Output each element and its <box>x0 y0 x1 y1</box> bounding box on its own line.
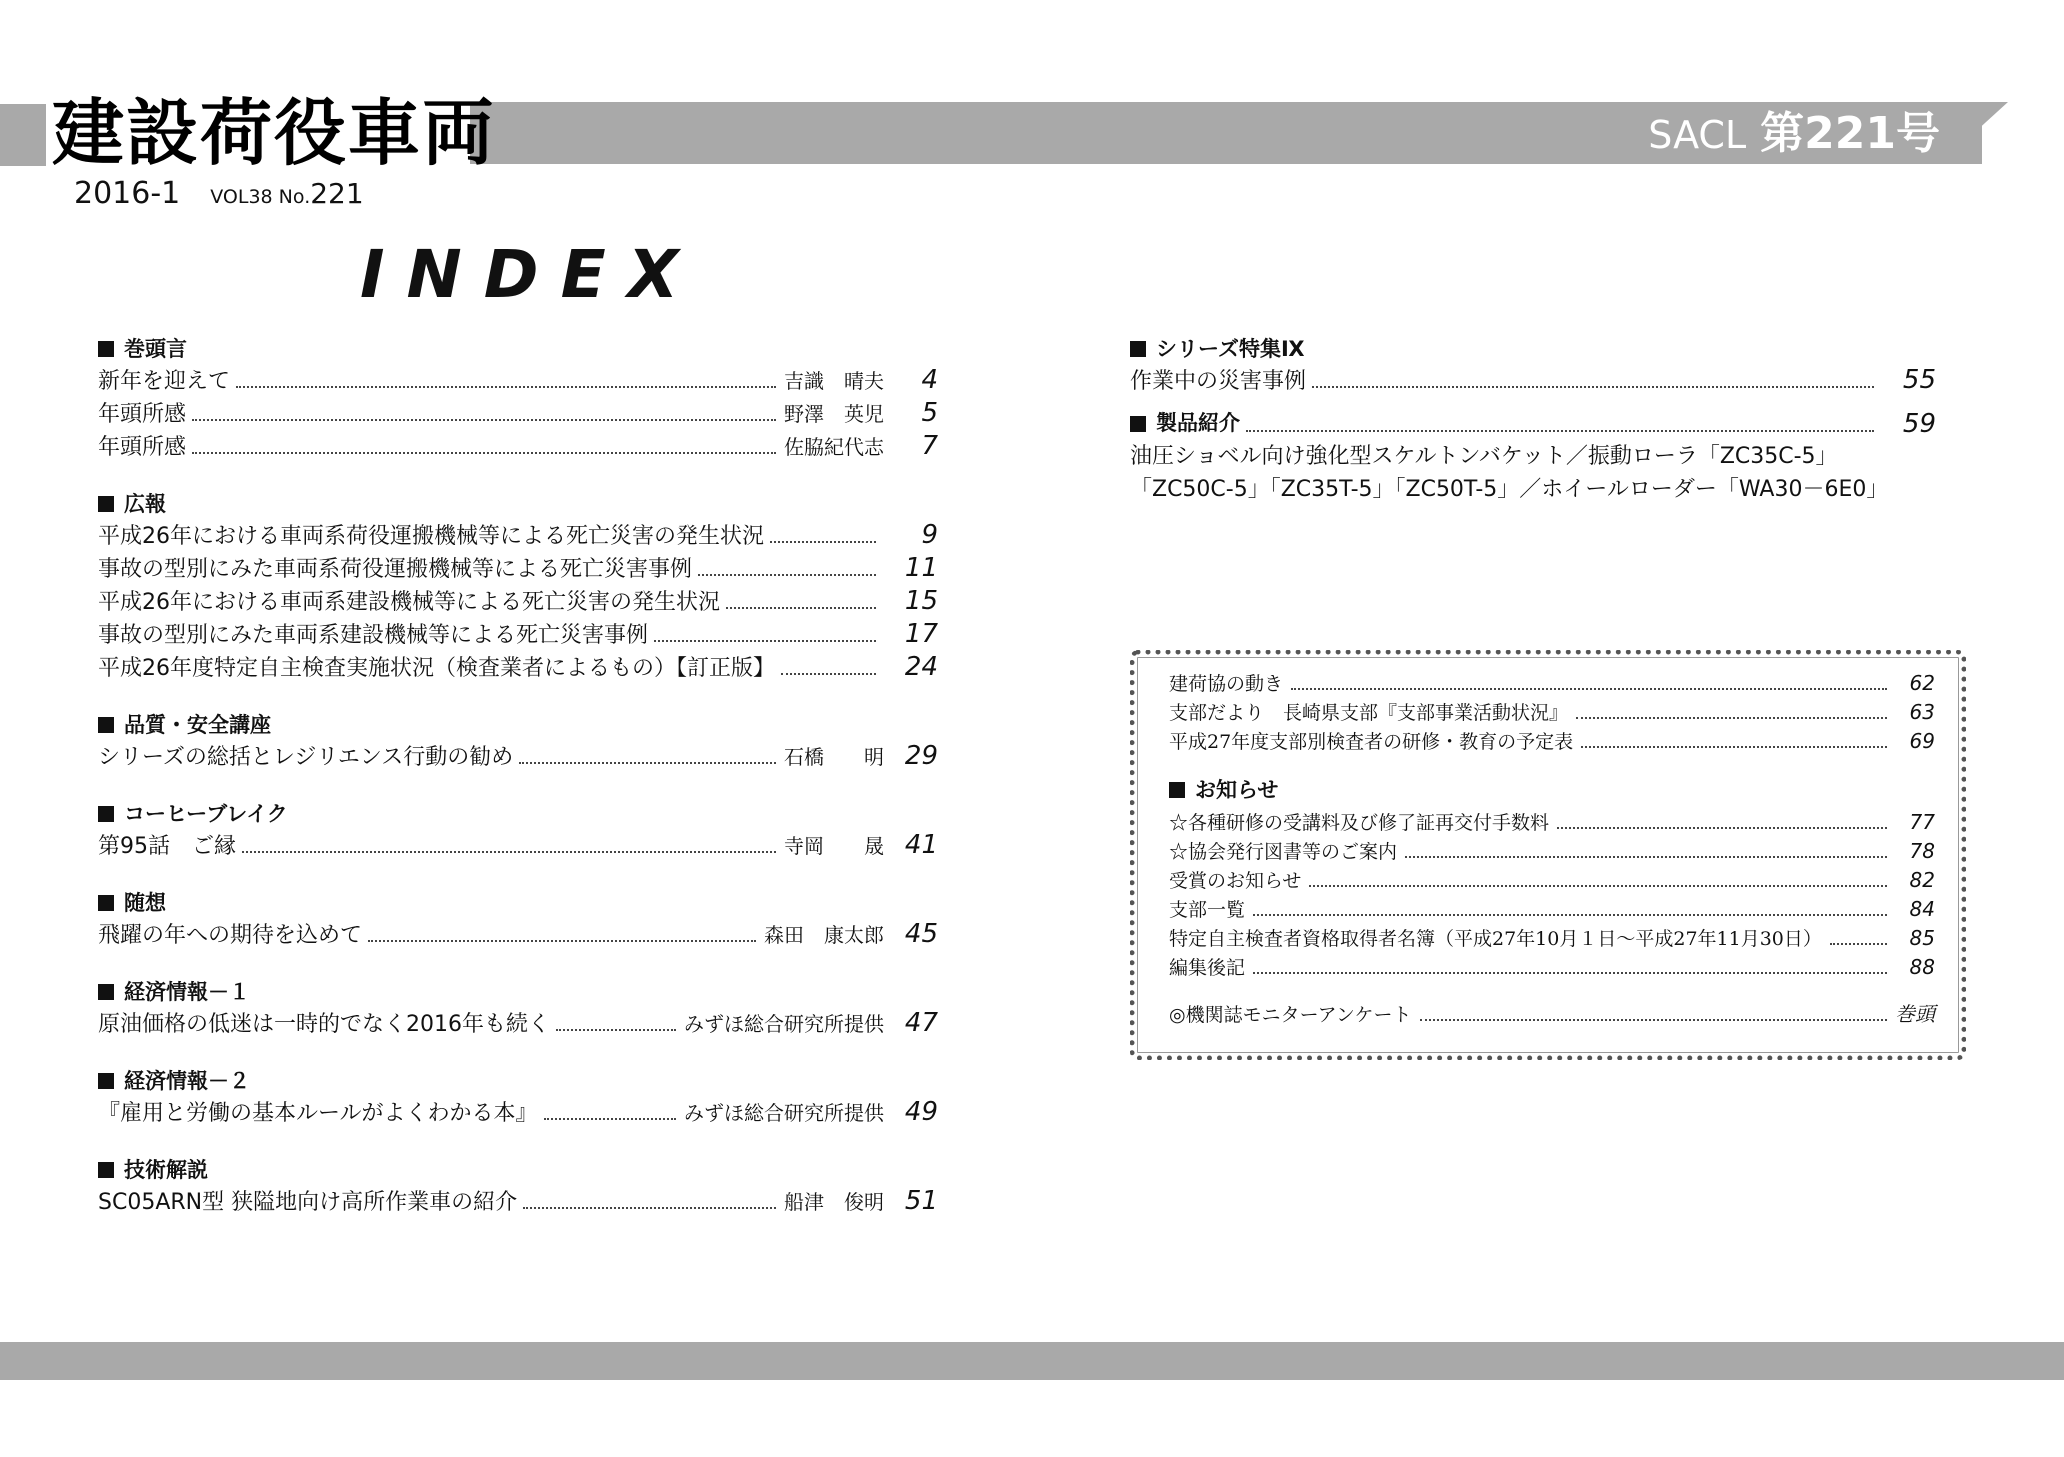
leader-dots <box>1405 856 1887 858</box>
toc-entry[interactable] <box>98 364 938 397</box>
square-bullet-icon <box>98 806 114 822</box>
leader-dots <box>1253 972 1887 974</box>
toc-entry-page: 7 <box>921 431 938 461</box>
toc-entry-page: 49 <box>904 1097 938 1127</box>
square-bullet-icon <box>98 984 114 1000</box>
issue-date: 2016-1 <box>74 176 181 211</box>
toc-entry-author: 船津 俊明 <box>784 1190 884 1214</box>
square-bullet-icon <box>1130 341 1146 357</box>
section-heading <box>98 1066 938 1096</box>
section-gap <box>98 463 938 489</box>
leader-dots <box>1309 885 1887 887</box>
magazine-title: 建設荷役車両 <box>52 91 497 175</box>
section-heading-text: 経済情報－１ <box>124 980 250 1004</box>
toc-entry-author: 佐脇紀代志 <box>784 435 884 459</box>
toc-entry-page: 29 <box>904 741 938 771</box>
box-entry-page: 82 <box>1909 868 1935 892</box>
toc-entry-author: 寺岡 晟 <box>784 834 884 858</box>
section-heading <box>98 334 938 364</box>
toc-entry-page: 24 <box>904 652 938 682</box>
toc-entry-title: 平成26年度特定自主検査実施状況（検査業者によるもの）【訂正版】 <box>98 656 775 681</box>
leader-dots <box>1576 717 1887 719</box>
toc-entry[interactable] <box>98 740 938 773</box>
box-entry[interactable] <box>1169 698 1935 727</box>
section-heading <box>98 489 938 519</box>
toc-entry-author: 吉識 晴夫 <box>784 369 884 393</box>
square-bullet-icon <box>98 1073 114 1089</box>
toc-entry[interactable] <box>98 1007 938 1040</box>
product-description-line-1: 油圧ショベル向け強化型スケルトンバケット／振動ローラ「ZC35C-5」 <box>1130 444 1838 469</box>
leader-dots <box>1291 688 1887 690</box>
toc-entry-page: 11 <box>904 553 938 583</box>
section-gap <box>98 1129 938 1155</box>
leader-dots <box>523 1207 776 1209</box>
toc-entry[interactable] <box>1130 407 1936 440</box>
footer-bar <box>0 1342 2064 1380</box>
box-entry[interactable] <box>1169 727 1935 756</box>
square-bullet-icon <box>98 1162 114 1178</box>
product-description-line-2: 「ZC50C-5」「ZC35T-5」「ZC50T-5」／ホイールローダー「WA30－6E0」 <box>1130 477 1889 502</box>
box-entry-title: ☆各種研修の受講料及び修了証再交付手数料 <box>1169 812 1550 834</box>
section-heading <box>98 799 938 829</box>
toc-entry-page: 17 <box>904 619 938 649</box>
toc-entry-page: 59 <box>1902 408 1936 439</box>
toc-entry-page: 5 <box>921 398 938 428</box>
leader-dots <box>1557 827 1887 829</box>
section-heading <box>98 710 938 740</box>
leader-dots <box>1830 943 1887 945</box>
section-heading-text: 広報 <box>124 492 166 516</box>
toc-entry-page: 51 <box>904 1186 938 1216</box>
toc-entry-page: 45 <box>904 919 938 949</box>
leader-dots <box>770 541 876 543</box>
section-gap <box>98 773 938 799</box>
toc-left-column <box>98 334 938 1218</box>
square-bullet-icon <box>98 341 114 357</box>
leader-dots <box>726 607 876 609</box>
section-heading-text: 随想 <box>124 891 166 915</box>
leader-dots <box>192 452 776 454</box>
toc-entry-title: シリーズの総括とレジリエンス行動の勧め <box>98 745 514 770</box>
toc-entry-author: 森田 康太郎 <box>764 923 884 947</box>
toc-entry[interactable] <box>98 651 938 684</box>
toc-entry-page: 47 <box>904 1008 938 1038</box>
square-bullet-icon <box>1169 782 1185 798</box>
toc-entry-title: 第95話 ご縁 <box>98 834 236 859</box>
leader-dots <box>236 386 776 388</box>
leader-dots <box>556 1029 676 1031</box>
issue-vol: VOL38 No. <box>210 186 311 208</box>
issue-no: 221 <box>310 177 364 210</box>
toc-entry[interactable] <box>1130 364 1936 397</box>
toc-entry-title: 『雇用と労働の基本ルールがよくわかる本』 <box>98 1101 538 1126</box>
section-gap <box>98 951 938 977</box>
leader-dots <box>544 1118 676 1120</box>
box-entry-title: ◎機関誌モニターアンケート <box>1169 1004 1412 1026</box>
leader-dots <box>1312 386 1874 388</box>
toc-entry-title: 事故の型別にみた車両系荷役運搬機械等による死亡災害事例 <box>98 557 693 582</box>
toc-entry-page: 9 <box>921 520 938 550</box>
box-entry-title: ☆協会発行図書等のご案内 <box>1169 841 1398 863</box>
section-heading-text: 技術解説 <box>124 1158 208 1182</box>
toc-entry[interactable] <box>98 585 938 618</box>
leader-dots <box>1420 1019 1888 1021</box>
leader-dots <box>1581 746 1887 748</box>
toc-entry-title: 原油価格の低迷は一時的でなく2016年も続く <box>98 1012 550 1037</box>
section-gap <box>98 1040 938 1066</box>
toc-right-column <box>1130 334 1936 506</box>
box-gap <box>1169 756 1935 772</box>
leader-dots <box>781 673 876 675</box>
info-box <box>1130 650 1966 1060</box>
notice-heading-text: お知らせ <box>1195 778 1279 802</box>
toc-entry-title: SC05ARN型 狭隘地向け高所作業車の紹介 <box>98 1190 518 1215</box>
leader-dots <box>242 851 776 853</box>
toc-entry[interactable] <box>98 430 938 463</box>
section-gap <box>98 684 938 710</box>
toc-entry[interactable] <box>98 552 938 585</box>
toc-entry[interactable] <box>98 618 938 651</box>
issue-badge <box>1648 104 1940 164</box>
toc-entry[interactable] <box>98 1096 938 1129</box>
toc-entry-title: 年頭所感 <box>98 435 187 460</box>
box-entry-page: 巻頭 <box>1895 1002 1935 1026</box>
box-entry-page: 88 <box>1909 955 1935 979</box>
section-heading <box>98 977 938 1007</box>
toc-entry-title: 年頭所感 <box>98 402 187 427</box>
toc-entry-page: 4 <box>921 365 938 395</box>
notice-heading <box>1169 772 1935 808</box>
index-title: INDEX <box>360 236 701 313</box>
toc-entry-title: 新年を迎えて <box>98 369 231 394</box>
issue-number: 第221号 <box>1760 108 1940 159</box>
box-entry[interactable] <box>1169 924 1935 953</box>
section-heading <box>98 1155 938 1185</box>
box-entry-title: 受賞のお知らせ <box>1169 870 1302 892</box>
box-entry-title: 平成27年度支部別検査者の研修・教育の予定表 <box>1169 731 1574 753</box>
toc-entry-title: 平成26年における車両系建設機械等による死亡災害の発生状況 <box>98 590 720 615</box>
toc-entry[interactable] <box>98 397 938 430</box>
section-heading-text: 品質・安全講座 <box>124 713 271 737</box>
box-entry[interactable] <box>1169 866 1935 895</box>
box-entry-title: 特定自主検査者資格取得者名簿（平成27年10月１日～平成27年11月30日） <box>1169 928 1822 950</box>
square-bullet-icon <box>98 496 114 512</box>
toc-entry[interactable] <box>98 519 938 552</box>
leader-dots <box>1253 914 1887 916</box>
box-gap <box>1169 982 1935 1000</box>
box-entry-page: 69 <box>1909 729 1935 753</box>
box-entry-page: 62 <box>1909 671 1935 695</box>
leader-dots <box>654 640 876 642</box>
toc-entry-page: 15 <box>904 586 938 616</box>
leader-dots <box>519 762 776 764</box>
header-left-bar <box>0 104 46 166</box>
toc-entry[interactable] <box>98 1185 938 1218</box>
box-entry[interactable] <box>1169 1000 1935 1029</box>
toc-entry-page: 55 <box>1902 365 1936 395</box>
toc-entry-page: 41 <box>904 830 938 860</box>
box-entry[interactable] <box>1169 953 1935 982</box>
box-entry[interactable] <box>1169 837 1935 866</box>
box-entry-title: 支部だより 長崎県支部『支部事業活動状況』 <box>1169 702 1569 724</box>
box-entry-page: 78 <box>1909 839 1935 863</box>
leader-dots <box>1246 430 1874 432</box>
box-entry-title: 編集後記 <box>1169 957 1246 979</box>
toc-entry-author: みずほ総合研究所提供 <box>684 1012 884 1036</box>
leader-dots <box>368 940 756 942</box>
toc-entry-author: 石橋 明 <box>784 745 884 769</box>
section-heading-text: コーヒーブレイク <box>124 802 288 826</box>
section-heading-text: 巻頭言 <box>124 337 187 361</box>
issue-line <box>74 176 364 211</box>
box-entry-title: 支部一覧 <box>1169 899 1246 921</box>
box-entry-title: 建荷協の動き <box>1169 673 1284 695</box>
toc-entry-author: 野澤 英児 <box>784 402 884 426</box>
square-bullet-icon <box>1130 416 1146 432</box>
section-gap <box>98 862 938 888</box>
section-heading: シリーズ特集Ⅸ <box>1130 334 1936 364</box>
box-entry[interactable] <box>1169 669 1935 698</box>
toc-entry-title: 作業中の災害事例 <box>1130 369 1307 394</box>
toc-entry-author: みずほ総合研究所提供 <box>684 1101 884 1125</box>
box-entry[interactable] <box>1169 895 1935 924</box>
issue-sacl: SACL <box>1648 113 1747 157</box>
toc-entry[interactable] <box>98 918 938 951</box>
leader-dots <box>698 574 876 576</box>
toc-entry-title: 飛躍の年への期待を込めて <box>98 923 363 948</box>
info-box-content <box>1169 669 1935 1029</box>
square-bullet-icon <box>98 717 114 733</box>
box-entry-page: 77 <box>1909 810 1935 834</box>
toc-entry[interactable] <box>98 829 938 862</box>
box-entry-page: 63 <box>1909 700 1935 724</box>
header-band-slant <box>1940 102 2008 164</box>
leader-dots <box>192 419 776 421</box>
section-heading-text: 経済情報－２ <box>124 1069 250 1093</box>
box-entry[interactable] <box>1169 808 1935 837</box>
toc-entry-title: 事故の型別にみた車両系建設機械等による死亡災害事例 <box>98 623 649 648</box>
box-entry-page: 84 <box>1909 897 1935 921</box>
box-entry-page: 85 <box>1909 926 1935 950</box>
section-heading <box>98 888 938 918</box>
section-heading: 製品紹介 <box>1130 407 1240 440</box>
toc-entry-title: 平成26年における車両系荷役運搬機械等による死亡災害の発生状況 <box>98 524 764 549</box>
square-bullet-icon <box>98 895 114 911</box>
